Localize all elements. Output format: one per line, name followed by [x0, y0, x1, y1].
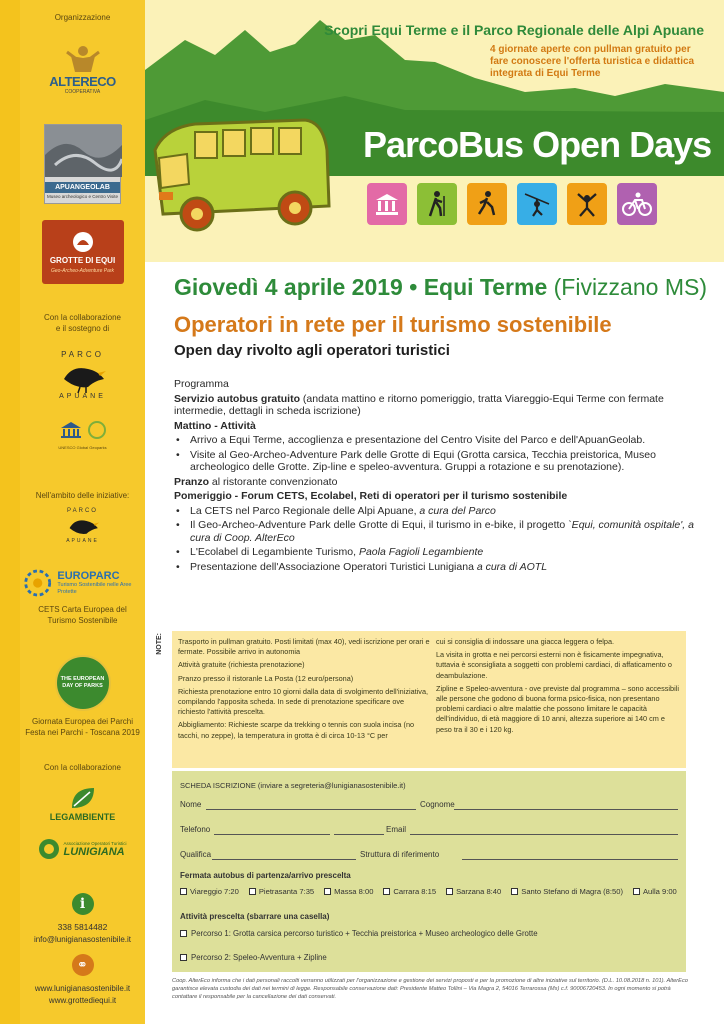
note-item: Abbigliamento: Richieste scarpe da trekking o tennis con suola incisa (no tacchi, no zeppe), la temperatura in grotta è di circa 10-13 °C per: [178, 720, 415, 740]
info-icon: [20, 893, 145, 915]
unesco-tag: UNESCO Global Geoparks: [58, 445, 107, 450]
blackbird-icon: [58, 359, 108, 393]
giornata-label: Giornata Europea dei Parchi Festa nei Parchi - Toscana 2019: [25, 717, 140, 737]
sidebar-inner: [20, 0, 145, 1024]
stop-label: Aulla 9:00: [642, 887, 677, 896]
note-right-column: [436, 637, 680, 738]
apuangeolab-tag: Museo archeologico e Centro Visite: [47, 194, 118, 199]
europarc-tag: Turismo Sostenibile nelle Aree Protette: [57, 582, 132, 595]
event-date: Giovedì 4 aprile 2019: [174, 274, 403, 300]
bus-paragraph: [174, 393, 702, 418]
lunch-bold: Pranzo: [174, 475, 210, 488]
legambiente-leaf-icon: [68, 784, 98, 812]
grotte-name: GROTTE DI EQUI: [49, 255, 116, 265]
email-label: Email: [386, 825, 407, 834]
parco-apuane-logo-2: [20, 508, 145, 544]
stop-label: Sarzana 8:40: [456, 887, 502, 896]
struttura-label: Struttura di riferimento: [360, 850, 440, 859]
percorso2-checkbox[interactable]: [180, 954, 187, 961]
europarc-logo: [20, 566, 145, 600]
qualifica-label: Qualifica: [180, 850, 212, 859]
unesco-temple-icon: [60, 421, 82, 439]
event-line: [174, 274, 707, 301]
note-label: NOTE:: [156, 633, 163, 655]
registration-form: [172, 771, 686, 972]
aft4-em: a cura di AOTL: [476, 560, 548, 573]
header: [145, 0, 724, 262]
event-title: Operatori in rete per il turismo sostenibile: [174, 312, 612, 337]
hiking-icon: [417, 183, 457, 225]
europarc-name: EUROPARC: [57, 570, 120, 582]
fermata-heading: Fermata autobus di partenza/arrivo prescelta: [180, 871, 351, 880]
altereco-logo: [20, 44, 145, 95]
walking-icon: [467, 183, 507, 225]
altereco-figure-icon: [65, 44, 101, 74]
grotte-logo: [20, 220, 145, 284]
apuangeolab-logo: [20, 124, 145, 204]
note-item: La visita in grotta e nei percorsi esterni non è fisicamente impegnativa, tuttavia è sconsigliata a soggetti con problemi cardiaci, di affaticamento o deambulazione.: [436, 650, 672, 680]
stop-option[interactable]: [180, 887, 239, 896]
qualifica-field[interactable]: [212, 859, 356, 860]
afternoon-list: [174, 505, 702, 574]
link-icon: [20, 954, 145, 976]
percorso1-label: Percorso 1: Grotta carsica percorso turistico + Tecchia preistorica + Museo archeologico delle Grotte: [191, 929, 538, 938]
stop-option[interactable]: [249, 887, 314, 896]
europarc-star-icon: [22, 566, 53, 600]
privacy-notice: Coop. AlterEco informa che i dati personali raccolti verranno utilizzati per l'organizzazione e gestione dei servizi proposti e per la promozione di altre iniziative sul territorio. (D.L. 10.08.2018 n. 101). AlterEco garantisce elevata custodia dei dati nei termini di legge. Responsabile conservazione dati: Presidente Matteo Tollini – Via Magra 2, 54016 Terrarossa (Ms) c.f. 90006720453. In ogni momento si potrà contattare il responsabile per la cancellazione dei dati conservati.: [172, 978, 688, 1000]
lunch-paragraph: [174, 476, 702, 489]
list-item: [174, 546, 702, 559]
lunigiana-logo: [20, 838, 145, 860]
morning-heading: Mattino - Attività: [174, 419, 256, 432]
aft2-text: Il Geo-Archeo-Adventure Park delle Grotte di Equi, il turismo in e-bike, il progetto: [190, 519, 569, 531]
aft1-em: a cura del Parco: [419, 504, 496, 517]
parco2-bottom-label: APUANE: [66, 538, 99, 544]
header-main-title: ParcoBus Open Days: [363, 124, 712, 165]
note-item: Pranzo presso il ristoranle La Posta (12 euro/persona): [178, 673, 354, 683]
cognome-field[interactable]: [454, 809, 678, 810]
stop-checkbox[interactable]: [383, 888, 390, 895]
note-item: cui si consiglia di indossare una giacca leggera o felpa.: [436, 637, 615, 646]
aft2-em: `Equi, comunità ospitale', a cura di Coop. AlterEco: [190, 519, 694, 544]
museum-icon: [367, 183, 407, 225]
european-day-logo: [20, 655, 145, 711]
parco-bottom-label: APUANE: [59, 393, 106, 400]
afternoon-heading: Pomeriggio - Forum CETS, Ecolabel, Reti di operatori per il turismo sostenibile: [174, 490, 568, 502]
lunch-text: al ristorante convenzionato: [209, 475, 338, 488]
stop-checkbox[interactable]: [324, 888, 331, 895]
aft4-text: Presentazione dell'Associazione Operatori Turistici Lunigiana: [190, 560, 477, 573]
apuangeolab-name: APUANGEOLAB: [45, 182, 120, 193]
sidebar-band: [0, 0, 20, 1024]
stop-checkbox[interactable]: [180, 888, 187, 895]
form-heading: SCHEDA ISCRIZIONE (inviare a segreteria@lunigianasostenibile.it): [180, 781, 406, 790]
stop-label: Santo Stefano di Magra (8:50): [521, 887, 623, 896]
lunigiana-tag: Associazione Operatori Turistici: [63, 840, 127, 846]
web1-link[interactable]: www.lunigianasostenibile.it: [34, 984, 131, 993]
bus-illustration: [145, 110, 335, 240]
list-item: • Arrivo a Equi Terme, accoglienza e presentazione del Centro Visite del Parco e dell'ApuanGeolab.: [174, 434, 702, 447]
stop-option[interactable]: [633, 887, 677, 896]
phone-text: 338 5814482: [57, 922, 108, 932]
zipline-icon: [517, 183, 557, 225]
collab-label: Con la collaborazione e il sostegno di: [44, 313, 121, 333]
stop-option[interactable]: [324, 887, 373, 896]
altereco-name: ALTERECO: [49, 74, 116, 89]
parco2-top-label: PARCO: [67, 508, 98, 514]
note-left-column: [178, 637, 430, 744]
aft3-text: L'Ecolabel di Legambiente Turismo,: [190, 546, 359, 558]
nome-label: Nome: [180, 800, 202, 809]
link-glyph: ⚭: [72, 954, 94, 976]
bike-icon: [617, 183, 657, 225]
list-item: [174, 519, 702, 544]
blackbird-small-icon: [65, 514, 101, 538]
aft3-em: Paola Fagioli Legambiente: [358, 546, 484, 558]
geopark-icon: [88, 421, 106, 439]
event-separator: •: [409, 274, 418, 300]
stop-option[interactable]: [511, 887, 623, 896]
percorso1-checkbox[interactable]: [180, 930, 187, 937]
telefono-field-1[interactable]: [214, 834, 330, 835]
telefono-label: Telefono: [180, 825, 211, 834]
email-link[interactable]: info@lunigianasostenibile.it: [33, 935, 132, 944]
stop-option[interactable]: [446, 887, 501, 896]
percorso1-option[interactable]: [180, 929, 538, 938]
list-item: [174, 561, 702, 574]
climbing-icon: [567, 183, 607, 225]
list-item: [174, 505, 702, 518]
event-subtitle: Open day rivolto agli operatori turistici: [174, 342, 450, 359]
legambiente-logo: [20, 784, 145, 822]
stop-label: Massa 8:00: [334, 887, 374, 896]
attivita-heading: Attività prescelta (sbarrare una casella): [180, 912, 330, 921]
lunigiana-name: LUNIGIANA: [63, 845, 125, 858]
header-title: Scopri Equi Terme e il Parco Regionale delle Alpi Apuane: [324, 22, 704, 38]
percorso2-label: Percorso 2: Speleo-Avventura + Zipline: [191, 953, 327, 962]
event-place: Equi Terme: [423, 274, 548, 300]
telefono-field-2[interactable]: [334, 834, 384, 835]
program: [174, 378, 702, 575]
legambiente-name: LEGAMBIENTE: [49, 812, 116, 822]
aft1-text: La CETS nel Parco Regionale delle Alpi Apuane,: [190, 504, 420, 517]
bus-text: (andata mattino e ritorno pomeriggio, tratta Viareggio-Equi Terme con fermate intermedie, dettagli in scheda iscrizione): [174, 392, 664, 417]
stop-option[interactable]: [383, 887, 436, 896]
info-glyph: i: [72, 893, 94, 915]
stop-label: Carrara 8:15: [393, 887, 437, 896]
ambito-label: Nell'ambito delle iniziative:: [35, 491, 130, 500]
activity-icons: [367, 183, 657, 225]
email-field[interactable]: [410, 834, 678, 835]
sidebar: [0, 0, 145, 1024]
note-item: Richiesta prenotazione entro 10 giorni dalla data di svolgimento dell'iniziativa, compilando l'apposita scheda. In sede di prenotazione specificare ove richiesto l'attività prescelta.: [178, 686, 429, 717]
note-item: Attività gratuite (richiesta prenotazione): [178, 660, 305, 670]
stop-label: Viareggio 7:20: [190, 887, 239, 896]
program-heading: Programma: [174, 378, 229, 390]
morning-list: [174, 434, 702, 474]
stop-label: Pietrasanta 7:35: [258, 887, 315, 896]
organizzazione-label: Organizzazione: [54, 13, 111, 22]
unesco-logos: [20, 421, 145, 439]
altereco-tag: COOPERATIVA: [64, 89, 101, 95]
percorso2-option[interactable]: [180, 953, 327, 962]
grotte-emblem-icon: [72, 231, 94, 253]
header-subtitle: 4 giornate aperte con pullman gratuito per fare conoscere l'offerta turistica e didattica integrata di Equi Terme: [490, 44, 695, 79]
web2-link[interactable]: www.grottediequi.it: [48, 996, 117, 1005]
cognome-label: Cognome: [420, 800, 455, 809]
parco-apuane-logo: [20, 350, 145, 400]
event-place-paren: (Fivizzano MS): [553, 274, 707, 300]
bus-bold: Servizio autobus gratuito: [174, 392, 301, 405]
note-box: [172, 631, 686, 768]
note-item: Zipline e Speleo-avventura - ove previste dal programma – sono accessibili alle persone che godono di buona forma psico-fisica, non presentano problemi cardiaci o altre malattie che possono limitare le capacità dell'individuo, di età maggiore di 10 anni, altezza superiore ai 140 cm e peso tra il 30 e i 120 kg.: [436, 683, 679, 734]
stop-checkbox[interactable]: [633, 888, 640, 895]
stop-checkbox[interactable]: [446, 888, 453, 895]
con-collab-label: Con la collaborazione: [44, 763, 121, 772]
list-item: • Visite al Geo-Archeo-Adventure Park delle Grotte di Equi (Grotta carsica, Tecchia preistorica, Museo archeologico delle Grotte. Zip-line e speleo-avventura. Gruppi a rotazione e su prenotazione).: [174, 449, 702, 474]
cets-label: CETS Carta Europea del Turismo Sostenibile: [38, 605, 127, 625]
apuangeolab-image-icon: [45, 125, 122, 177]
lunigiana-emblem-icon: [38, 838, 60, 860]
nome-field[interactable]: [206, 809, 416, 810]
note-item: Trasporto in pullman gratuito. Posti limitati (max 40), vedi iscrizione per orari e fermate. Possibile arrivo in autonomia: [178, 637, 430, 657]
stop-checkbox[interactable]: [249, 888, 256, 895]
struttura-field[interactable]: [462, 859, 678, 860]
parco-top-label: PARCO: [61, 350, 104, 359]
european-day-badge: THE EUROPEAN DAY OF PARKS: [60, 676, 105, 689]
stop-checkbox[interactable]: [511, 888, 518, 895]
stops-options: [180, 887, 677, 896]
grotte-tag: Geo-Archeo-Adventure Park: [50, 267, 115, 274]
